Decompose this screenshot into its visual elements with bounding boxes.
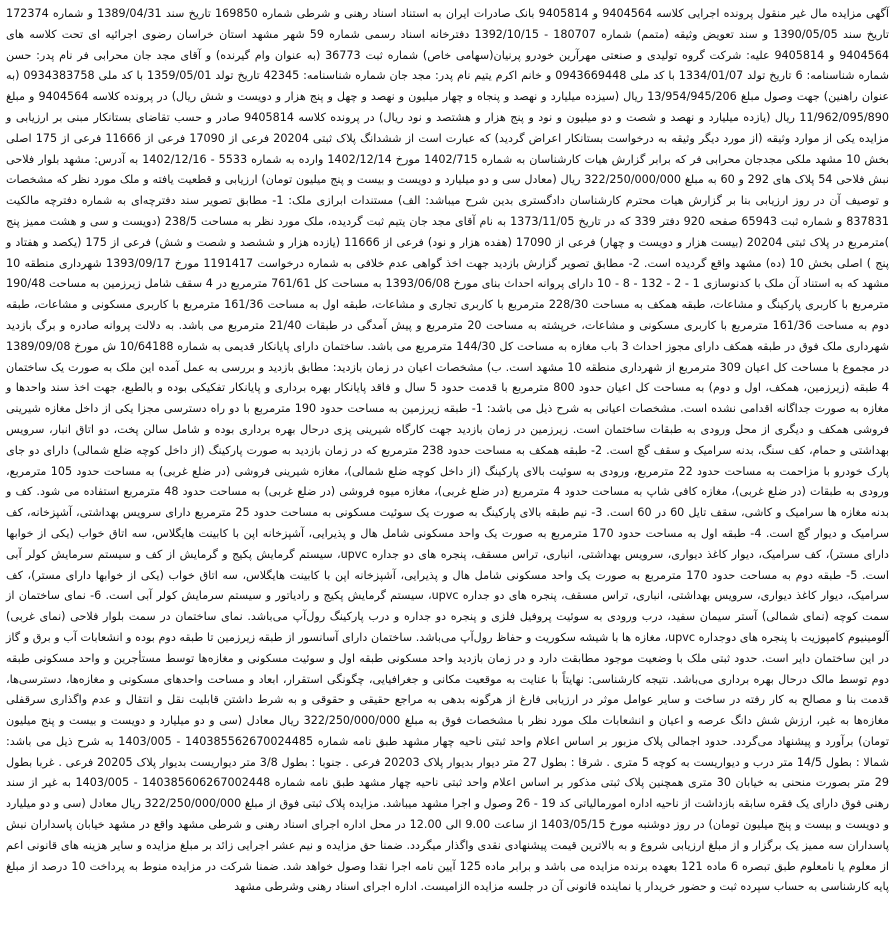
auction-notice-body: آگهی مزایده مال غیر منقول پرونده اجرایی کلاسه 9404564 و 9405814 بانک صادرات ایران به استناد اسناد رهنی و شرطی شماره 169850 تاریخ سند 1389/04/31 و شماره 172374 تاریخ سند 1390/05/05 و سند تعویض وثیقه (متمم) شماره 180707 - 1392/10/15 دفترخانه اسناد رسمی شماره 59 شهر مشهد استان خراسان رضوی اجرائیه ای تحت کلاسه های 9404564 و 9405814 علیه: شرکت گروه تولیدی و صنعتی مهرآرین خودرو پرنیان(سهامی خاص) شماره ثبت 36773 (به عنوان وام گیرنده) و آقای مجد جان محرابی فر نام پدر: حسن شماره شناسنامه: 6 تاریخ تولد 1334/01/07 با کد ملی 0943669448 و خانم اکرم یتیم نام پدر: مجد جان شماره شناسنامه: 42345 تاریخ تولد 1359/05/01 با کد ملی 0934383758 (به عنوان راهنین) جهت وصول مبلغ 13/954/945/206 ریال (سیزده میلیارد و نهصد و پنجاه و چهار میلیون و نهصد و چهل و پنج هزار و دویست و شش ریال) در پرونده کلاسه 9404564 و مبلغ 11/962/095/890 ریال (یازده میلیارد و نهصد و شصت و دو میلیون و نود و پنج هزار و هشتصد و نود ریال) در پرونده کلاسه 9405814 صادر و حسب تقاضای بستانکار مبنی بر ارزیابی و مزایده یکی از موارد وثیقه (از مورد دیگر وثیقه به درخواست بستانکار اعراض گردید) که عبارت است از ششدانگ پلاک ثبتی 20204 فرعی از 17090 فرعی از 11666 فرعی از 175 اصلی بخش 10 مشهد ملکی مجدجان محرابی فر که برابر گزارش هیات کارشناسان به شماره 1402/715 مورخ 1402/12/14 وارده به شماره 5533 - 1402/12/16 به آدرس: مشهد بلوار فلاحی نبش فلاحی 54 پلاک های 292 و 60 به مبلغ 322/250/000/000 ریال (معادل سی و دو میلیارد و دویست و بیست و پنج میلیون تومان) ارزیابی و قطعیت یافته و ملک مورد نظر که مشخصات و توصیف آن در روز ارزیابی بنا بر گزارش هیات محترم کارشناسان دادگستری بدین شرح میباشد: الف) مستندات ابرازی ملک: 1- مطابق تصویر سند دفترچه‌ای به شماره دفترچه مالکیت 837831 و شماره ثبت 65943 صفحه 920 دفتر 339 که در تاریخ 1373/11/05 به نام آقای مجد جان یتیم ثبت گردیده، ملک مورد نظر به مساحت 238/5 (دویست و سی و هشت ممیز پنج )مترمربع در پلاک ثبتی 20204 (بیست هزار و دویست و چهار) فرعی از 17090 (هفده هزار و نود) فرعی از 11666 (یازده هزار و ششصد و شصت و شش) فرعی از 175 (یکصد و هفتاد و پنج ) اصلی بخش 10 (ده) مشهد واقع گردیده است. 2- مطابق تصویر گزارش بازدید جهت اخذ گواهی عدم خلافی به شماره درخواست 1191417 مورخ 1393/09/17 شهرداری منطقه 10 مشهد که به استناد آن ملک با کدنوسازی 1 - 2 - 132 - 8 - 10 دارای پروانه احداث بنای مورخ 1393/06/08 به مساحت کل 761/61 مترمربع در 4 سقف شامل زیرزمین به مساحت 190/48 مترمربع با کاربری پارکینگ و مشاعات، طبقه همکف به مساحت 228/30 مترمربع با کاربری تجاری و مشاعات، طبقه اول به مساحت 161/36 مترمربع با کاربری مسکونی و مشاعات، طبقه دوم به مساحت 161/36 مترمربع با کاربری مسکونی و مشاعات، خرپشته به مساحت 20 مترمربع و پیش آمدگی در طبقات 21/40 مترمربع می باشد. به دلالت پروانه صادره و برگ بازدید شهرداری ملک فوق در طبقه همکف دارای مجوز احداث 3 باب مغازه به مساحت کل 144/30 مترمربع می باشد. ساختمان دارای پایانکار قدیمی به شماره 10/64188 ش مورخ 1389/09/08 در مجموع با مساحت کل اعیان 309 مترمربع از شهرداری منطقه 10 مشهد است. ب) مشخصات اعیان در زمان بازدید: مطابق بازدید و بررسی به عمل آمده این ملک به صورت یک ساختمان 4 طبقه (زیرزمین، همکف، اول و دوم) به مساحت کل اعیان حدود 800 مترمربع با قدمت حدود 5 سال و فاقد پایانکار بهره برداری و پایانکار تفکیکی بوده و بالطبع، جهت اخذ سند واحدها و مغازه به صورت جداگانه اقدامی نشده است. مشخصات اعیانی به شرح ذیل می باشد: 1- طبقه زیرزمین به مساحت حدود 190 مترمربع با دو راه دسترسی مجزا یکی از داخل مغازه شیرینی فروشی همکف و دیگری از محل ورودی به طبقات ساختمان است. زیرزمین در زمان بازدید جهت کارگاه شیرینی پزی درحال بهره برداری بوده و شامل سالن پخت، دو اتاق انبار، سرویس بهداشتی و حمام، کف سنگ، بدنه سرامیک و سقف گچ است. 2- طبقه همکف به مساحت حدود 238 مترمربع که در زمان بازدید به صورت پارکینگ (از داخل کوچه ضلع شمالی) دارای دو جای پارک خودرو با مزاحمت به مساحت حدود 22 مترمربع، ورودی به سوئیت بالای پارکینگ (از داخل کوچه ضلع شمالی)، مغازه شیرینی فروشی (در ضلع غربی) به مساحت حدود 105 مترمربع، ورودی به طبقات (در ضلع غربی)، مغازه کافی شاپ به مساحت حدود 4 مترمربع (در ضلع غربی)، مغازه میوه فروشی (در ضلع غربی) به مساحت حدود 48 مترمربع استفاده می شود. کف و بدنه مغازه ها سرامیک و کاشی، سقف تایل 60 در 60 است. 3- نیم طبقه بالای پارکینگ به صورت یک سوئیت مسکونی به مساحت حدود 25 مترمربع دارای سرویس بهداشتی، آشپزخانه، کف سرامیک و دیوار گچ است. 4- طبقه اول به مساحت حدود 170 مترمربع به صورت یک واحد مسکونی شامل هال و پذیرایی، آشپزخانه اپن با کابینت هایگلاس، سه اتاق خواب (یکی از خوابها دارای مستر)، کف سرامیک، دیوار کاغذ دیواری، سرویس بهداشتی، انباری، تراس مسقف، پنجره های دو جداره upvc، سیستم گرمایش پکیج و گرمایش از کف و سیستم سرمایش کولر آبی است. 5- طبقه دوم به مساحت حدود 170 مترمربع به صورت یک واحد مسکونی شامل هال و پذیرایی، آشپزخانه اپن با کابینت هایگلاس، سه اتاق خواب (یکی از خوابها دارای مستر)، کف سرامیک، دیوار کاغذ دیواری، سرویس بهداشتی، انباری، تراس مسقف، پنجره های دو جداره upvc، سیستم گرمایش پکیج و رادیاتور و سیستم سرمایش کولر آبی است. 6- نمای ساختمان از سمت کوچه (نمای شمالی) آستر سیمان سفید، درب ورودی به سوئیت پروفیل فلزی و پنجره دو جداره و درب پارکینگ رول‌آپ می‌باشد. نمای ساختمان در سمت بلوار فلاحی (نمای غربی) آلومینیوم کامپوزیت با پنجره های دوجداره upvc، مغازه ها با شیشه سکوریت و حفاظ رول‌آپ می‌باشد. ساختمان دارای آسانسور از طبقه زیرزمین تا طبقه دوم بوده و انشعابات آب و برق و گاز در این ساختمان دایر است. حدود ثبتی ملک با وضعیت موجود مطابقت دارد و در زمان بازدید واحد مسکونی طبقه اول و سوئیت مسکونی و مغازه‌ها توسط مستأجرین و واحد مسکونی طبقه دوم توسط مالک درحال بهره برداری می‌باشد. نتیجه کارشناسی: نهایتاً با عنایت به موقعیت مکانی و جغرافیایی، چگونگی استقرار، ابعاد و مساحت واحدهای مسکونی و مغازه‌ها، دسترسی‌ها، قدمت بنا و مصالح به کار رفته در ساخت و سایر عوامل موثر در ارزیابی فارغ از هرگونه بدهی به مراجع حقیقی و حقوقی و به شرط داشتن قابلیت نقل و انتقال و عدم واگذاری سرقفلی مغازه‌ها به غیر، ارزش شش دانگ عرصه و اعیان و انشعابات ملک مورد نظر با مشخصات فوق به مبلغ 322/250/000/000 ریال معادل (سی و دو میلیارد و دویست و بیست و پنج میلیون تومان) برآورد و پیشنهاد می‌گردد. حدود اجمالی پلاک مزبور بر اساس اعلام واحد ثبتی ناحیه چهار مشهد طبق نامه شماره 140385562670024485 - 1403/005 به شرح ذیل می باشد: شمالا : بطول 14/5 متر درب و دیواریست به کوچه 5 متری . شرقا : بطول 27 متر دیوار بدیوار پلاک 20203 فرعی . جنوبا : بطول 3/8 متر دیواریست بدیوار پلاک 20205 فرعی . غربا بطول 29 متر بصورت منحنی به خیابان 30 متری همچنین پلاک ثبتی مذکور بر اساس اعلام واحد ثبتی ناحیه چهار مشهد طبق نامه شماره 140385606267002448 - 1403/005 به غیر از سند رهنی فوق دارای یک فقره سابقه بازداشت از ناحیه اداره امورمالیاتی کد 19 - 26 وصول و اجرا مشهد میباشد. مزایده پلاک ثبتی فوق از مبلغ 322/250/000/000 ریال معادل (سی و دو میلیارد و دویست و بیست و پنج میلیون تومان) در روز دوشنبه مورخ 1403/05/15 از ساعت 9.00 الی 12.00 در محل اداره اجرای اسناد رهنی و شرطی مشهد واقع در مشهد خیابان پاسداران نبش پاسداران سه ممیز یک برگزار و از مبلغ ارزیابی شروع و به بالاترین قیمت پیشنهادی نقدی واگذار میگردد. ضمنا حق مزایده و نیم عشر اجرایی زائد بر مبلغ مزایده و سایر هزینه های قانونی اعم از معلوم یا نامعلوم طبق تبصره 6 ماده 121 بعهده برنده مزایده می باشد و برابر ماده 125 آیین نامه اجرا نقدا وصول خواهد شد. ضمنا شرکت در مزایده منوط به پرداخت 10 درصد از مبلغ پایه کارشناسی به حساب سپرده ثبت و حضور خریدار یا نماینده قانونی آن در جلسه مزایده الزامیست. اداره اجرای اسناد رهنی وشرطی مشهد — [6, 7, 890, 894]
